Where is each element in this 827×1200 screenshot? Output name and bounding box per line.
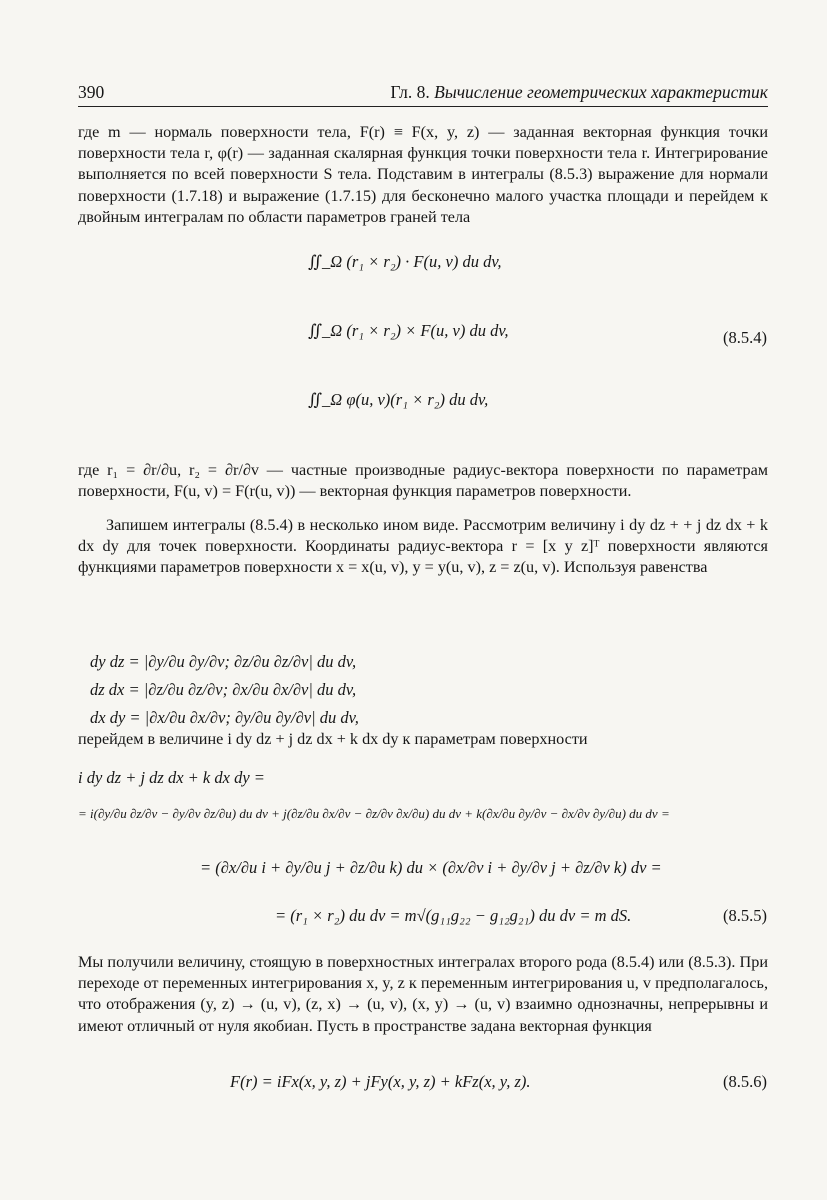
equation-number: (8.5.5)	[723, 906, 767, 925]
running-header	[78, 80, 768, 107]
paragraph-5: Мы получили величину, стоящую в поверхностных интегралах второго рода (8.5.4) или (8.5.3). При переходе от переменных интегрирования x, y, z к переменным интегрирования u, v предполагалось, что отображения (y, z) → (u, v), (z, x) → (u, v), (x, y) → (u, v) взаимно однозначны, непрерывны и имеют отличный от нуля якобиан. Пусть в пространстве задана векторная функция	[78, 953, 768, 1035]
page-number: 390	[78, 82, 105, 102]
equation-line: = (∂x/∂u i + ∂y/∂u j + ∂z/∂u k) du × (∂x/∂v i + ∂y/∂v j + ∂z/∂v k) dv =	[200, 858, 662, 877]
paragraph-4: перейдем в величине i dy dz + j dz dx + k dx dy к параметрам поверхности	[78, 730, 588, 748]
jacobian-dydz: dy dz = |∂y/∂u ∂y/∂v; ∂z/∂u ∂z/∂v| du dv,	[90, 652, 357, 671]
equation-line: = (r₁ × r₂) du dv = m√(g₁₁g₂₂ − g₁₂g₂₁) du dv = m dS.	[275, 906, 632, 925]
equation-line: F(r) = iFx(x, y, z) + jFy(x, y, z) + kFz(x, y, z).	[230, 1072, 531, 1091]
equation-line: ∬_Ω (r₁ × r₂) × F(u, v) du dv,	[308, 321, 509, 340]
equation-number: (8.5.4)	[723, 328, 767, 347]
equation-line: ∬_Ω φ(u, v)(r₁ × r₂) du dv,	[308, 390, 489, 409]
chapter-label: Гл. 8.	[390, 82, 430, 102]
chapter-title: Вычисление геометрических характеристик	[434, 82, 768, 102]
equation-line: i dy dz + j dz dx + k dx dy =	[78, 768, 265, 787]
jacobian-dxdy: dx dy = |∂x/∂u ∂x/∂v; ∂y/∂u ∂y/∂v| du dv,	[90, 708, 359, 727]
jacobian-dzdx: dz dx = |∂z/∂u ∂z/∂v; ∂x/∂u ∂x/∂v| du dv,	[90, 680, 357, 699]
running-title	[390, 82, 768, 103]
equation-line: ∬_Ω (r₁ × r₂) · F(u, v) du dv,	[308, 252, 502, 271]
equation-number: (8.5.6)	[723, 1072, 767, 1091]
paragraph-1: где m — нормаль поверхности тела, F(r) ≡ F(x, y, z) — заданная векторная функция точки поверхности тела r, φ(r) — заданная скалярная функция точки поверхности тела r. Интегрирование выполняется по всей поверхности S тела. Подставим в интегралы (8.5.3) выражение для нормали поверхности (1.7.18) и выражение (1.7.15) для бесконечно малого участка площади и перейдем к двойным интегралам по области параметров граней тела	[78, 123, 768, 226]
paragraph-2: где r₁ = ∂r/∂u, r₂ = ∂r/∂v — частные производные радиус-вектора поверхности по параметрам поверхности, F(u, v) = F(r(u, v)) — векторная функция параметров поверхности.	[78, 461, 768, 501]
equation-line: = i(∂y/∂u ∂z/∂v − ∂y/∂v ∂z/∂u) du dv + j(∂z/∂u ∂x/∂v − ∂z/∂v ∂x/∂u) du dv + k(∂x/∂u ∂y/∂v − ∂x/∂v ∂y/∂u) du dv =	[78, 806, 670, 821]
paragraph-3: Запишем интегралы (8.5.4) в несколько ином виде. Рассмотрим величину i dy dz + + j dz dx + k dx dy для точек поверхности. Координаты радиус-вектора r = [x y z]ᵀ поверхности являются функциями параметров поверхности x = x(u, v), y = y(u, v), z = z(u, v). Используя равенства	[78, 516, 768, 577]
